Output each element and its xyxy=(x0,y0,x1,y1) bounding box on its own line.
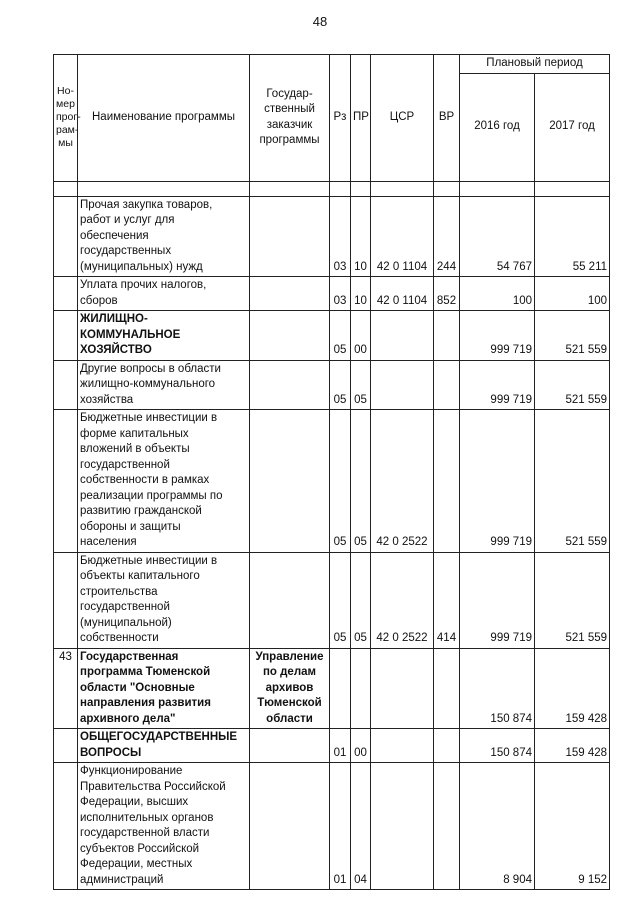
row-name: Функционирование Правительства Российской Федерации, высших исполнительных органов государственной власти субъектов Российской Федерации, местных администраций xyxy=(78,763,250,890)
row-vr xyxy=(434,763,460,890)
row-2016: 150 874 xyxy=(460,648,535,729)
row-name: Уплата прочих налогов, сборов xyxy=(78,277,250,311)
row-number xyxy=(54,729,78,763)
row-2017: 159 428 xyxy=(535,729,610,763)
row-pr: 05 xyxy=(351,552,371,648)
row-vr xyxy=(434,729,460,763)
row-csr: 42 0 2522 xyxy=(371,410,434,553)
table-row xyxy=(54,729,610,763)
row-name: Государственная программа Тюменской области "Основные направления развития архивного дела" xyxy=(78,648,250,729)
row-2016: 999 719 xyxy=(460,360,535,410)
row-rz: 05 xyxy=(330,360,351,410)
row-customer xyxy=(250,763,330,890)
table-row xyxy=(54,311,610,361)
row-number xyxy=(54,360,78,410)
header-gap xyxy=(54,181,610,196)
row-pr xyxy=(351,648,371,729)
col-header-customer: Государ- ственный заказчик программы xyxy=(250,55,330,182)
row-rz: 03 xyxy=(330,277,351,311)
row-customer xyxy=(250,277,330,311)
row-vr: 414 xyxy=(434,552,460,648)
row-csr xyxy=(371,360,434,410)
row-vr: 244 xyxy=(434,196,460,277)
page-number: 48 xyxy=(312,14,328,29)
row-2017: 55 211 xyxy=(535,196,610,277)
row-2016: 999 719 xyxy=(460,410,535,553)
row-customer xyxy=(250,729,330,763)
row-2017: 521 559 xyxy=(535,552,610,648)
row-number xyxy=(54,763,78,890)
table-row xyxy=(54,196,610,277)
row-customer xyxy=(250,196,330,277)
row-2017: 159 428 xyxy=(535,648,610,729)
row-csr: 42 0 1104 xyxy=(371,277,434,311)
row-pr: 10 xyxy=(351,196,371,277)
row-rz: 03 xyxy=(330,196,351,277)
row-pr: 05 xyxy=(351,410,371,553)
table-row xyxy=(54,360,610,410)
row-vr: 852 xyxy=(434,277,460,311)
row-number xyxy=(54,311,78,361)
col-header-pr: ПР xyxy=(351,55,371,182)
row-number xyxy=(54,552,78,648)
col-header-vr: ВР xyxy=(434,55,460,182)
row-name: Бюджетные инвестиции в форме капитальных вложений в объекты государственной собственности в рамках реализации программы по развитию гражданской обороны и защиты населения xyxy=(78,410,250,553)
row-pr: 10 xyxy=(351,277,371,311)
row-rz: 01 xyxy=(330,763,351,890)
row-2017: 100 xyxy=(535,277,610,311)
row-name: ОБЩЕГОСУДАРСТВЕННЫЕ ВОПРОСЫ xyxy=(78,729,250,763)
row-csr: 42 0 2522 xyxy=(371,552,434,648)
table-row xyxy=(54,552,610,648)
row-rz: 05 xyxy=(330,552,351,648)
table-row xyxy=(54,277,610,311)
row-customer xyxy=(250,552,330,648)
header-row-1 xyxy=(54,55,610,74)
row-rz xyxy=(330,648,351,729)
row-customer xyxy=(250,410,330,553)
row-customer: Управление по делам архивов Тюменской области xyxy=(250,648,330,729)
row-2016: 54 767 xyxy=(460,196,535,277)
row-pr: 04 xyxy=(351,763,371,890)
row-number xyxy=(54,410,78,553)
table-row xyxy=(54,763,610,890)
row-customer xyxy=(250,360,330,410)
col-header-2017: 2017 год xyxy=(535,73,610,181)
row-pr: 00 xyxy=(351,311,371,361)
table-body xyxy=(54,196,610,890)
col-header-number: Но- мер прог- рам- мы xyxy=(54,55,78,182)
row-number xyxy=(54,196,78,277)
budget-table xyxy=(53,54,610,890)
row-vr xyxy=(434,410,460,553)
row-number xyxy=(54,277,78,311)
row-rz: 05 xyxy=(330,410,351,553)
row-pr: 00 xyxy=(351,729,371,763)
row-2016: 8 904 xyxy=(460,763,535,890)
row-2017: 521 559 xyxy=(535,360,610,410)
row-rz: 05 xyxy=(330,311,351,361)
col-header-planning-period: Плановый период xyxy=(460,55,610,74)
table-row xyxy=(54,648,610,729)
row-name: ЖИЛИЩНО- КОММУНАЛЬНОЕ ХОЗЯЙСТВО xyxy=(78,311,250,361)
row-2017: 521 559 xyxy=(535,311,610,361)
row-csr xyxy=(371,729,434,763)
row-2016: 999 719 xyxy=(460,311,535,361)
row-csr xyxy=(371,311,434,361)
row-csr: 42 0 1104 xyxy=(371,196,434,277)
row-2016: 999 719 xyxy=(460,552,535,648)
row-rz: 01 xyxy=(330,729,351,763)
row-vr xyxy=(434,648,460,729)
row-customer xyxy=(250,311,330,361)
col-header-name: Наименование программы xyxy=(78,55,250,182)
row-number: 43 xyxy=(54,648,78,729)
row-2016: 150 874 xyxy=(460,729,535,763)
row-vr xyxy=(434,360,460,410)
col-header-csr: ЦСР xyxy=(371,55,434,182)
row-vr xyxy=(434,311,460,361)
row-2016: 100 xyxy=(460,277,535,311)
col-header-rz: Рз xyxy=(330,55,351,182)
row-2017: 521 559 xyxy=(535,410,610,553)
row-name: Прочая закупка товаров, работ и услуг для обеспечения государственных (муниципальных) нужд xyxy=(78,196,250,277)
col-header-2016: 2016 год xyxy=(460,73,535,181)
row-csr xyxy=(371,648,434,729)
row-csr xyxy=(371,763,434,890)
row-pr: 05 xyxy=(351,360,371,410)
row-2017: 9 152 xyxy=(535,763,610,890)
row-name: Бюджетные инвестиции в объекты капитального строительства государственной (муниципальной) собственности xyxy=(78,552,250,648)
table-row xyxy=(54,410,610,553)
row-name: Другие вопросы в области жилищно-коммунального хозяйства xyxy=(78,360,250,410)
